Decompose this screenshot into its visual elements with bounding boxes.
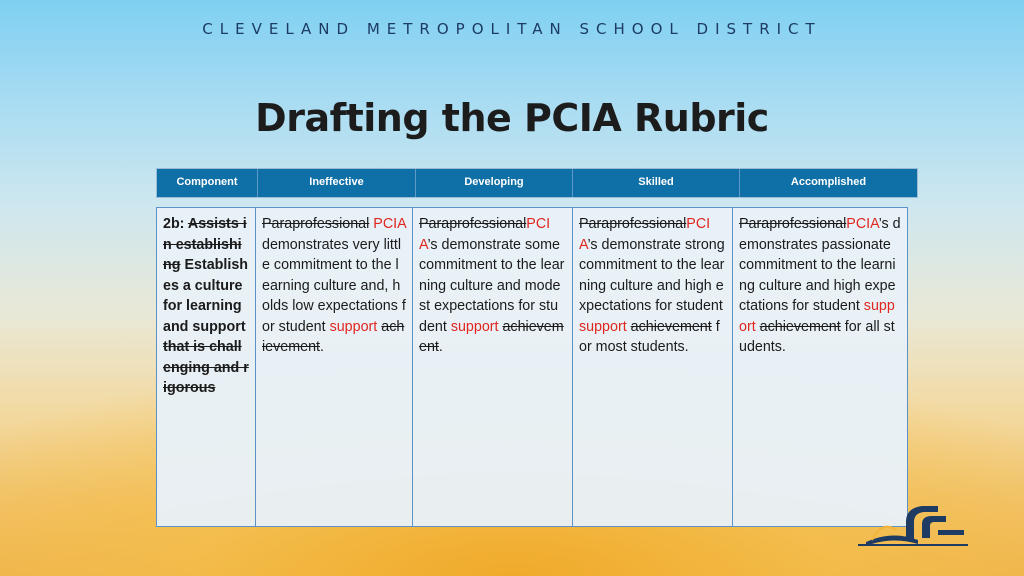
struck-text: Paraprofessional (739, 216, 847, 232)
cell-text-end: . (438, 339, 443, 355)
skilled-cell (573, 208, 733, 526)
rubric-header-row (156, 168, 918, 198)
red-text: support (450, 318, 499, 335)
red-text: support (579, 318, 627, 335)
struck-text: achievement (419, 318, 564, 355)
struck-text: achievement (759, 318, 841, 335)
developing-cell (413, 208, 573, 526)
red-text: PCIA (419, 216, 551, 253)
component-struck-text: Assists in establishing (163, 216, 247, 273)
struck-text: Paraprofessional (262, 216, 370, 232)
cell-text: ’s demonstrate some commitment to the learning culture and modest expectations for student (419, 236, 565, 335)
header-skilled: Skilled (573, 169, 740, 197)
header-ineffective: Ineffective (258, 169, 416, 197)
accomplished-cell (733, 208, 907, 526)
district-logo-icon (852, 500, 972, 548)
header-bar (0, 20, 1024, 39)
cell-text-end: for most students. (579, 318, 720, 355)
rubric-table (156, 207, 908, 527)
red-text: support (329, 318, 378, 335)
cell-text-end: for all students. (739, 318, 895, 355)
component-cell (157, 208, 256, 526)
cell-text: ’s demonstrate strong commitment to the learning culture and high expectations for student (579, 236, 725, 314)
cell-text-end: . (320, 339, 324, 355)
component-text: Establishes a culture for learning and support (163, 257, 249, 335)
red-text: PCIA (579, 216, 711, 253)
header-accomplished: Accomplished (790, 176, 867, 188)
header-developing: Developing (416, 169, 573, 197)
red-text: PCIA (846, 216, 879, 232)
component-id: 2b: (163, 216, 185, 232)
cell-text: demonstrates very little commitment to the learning culture and, holds low expectations for student (262, 236, 406, 335)
header-component: Component (157, 169, 258, 197)
struck-text: achievement (262, 318, 405, 355)
cell-text: ’s demonstrates passionate commitment to the learning culture and high expectations for student (739, 216, 901, 314)
component-struck-text-2: that is challenging and rigorous (163, 339, 249, 396)
struck-text: Paraprofessional (579, 216, 687, 232)
struck-text: Paraprofessional (419, 216, 527, 232)
ineffective-cell (256, 208, 413, 526)
struck-text: achievement (630, 318, 712, 335)
red-text: PCIA (373, 216, 406, 232)
district-name: CLEVELAND METROPOLITAN SCHOOL DISTRICT (202, 20, 822, 38)
red-text: support (739, 298, 895, 335)
slide-title: Drafting the PCIA Rubric (255, 96, 769, 140)
